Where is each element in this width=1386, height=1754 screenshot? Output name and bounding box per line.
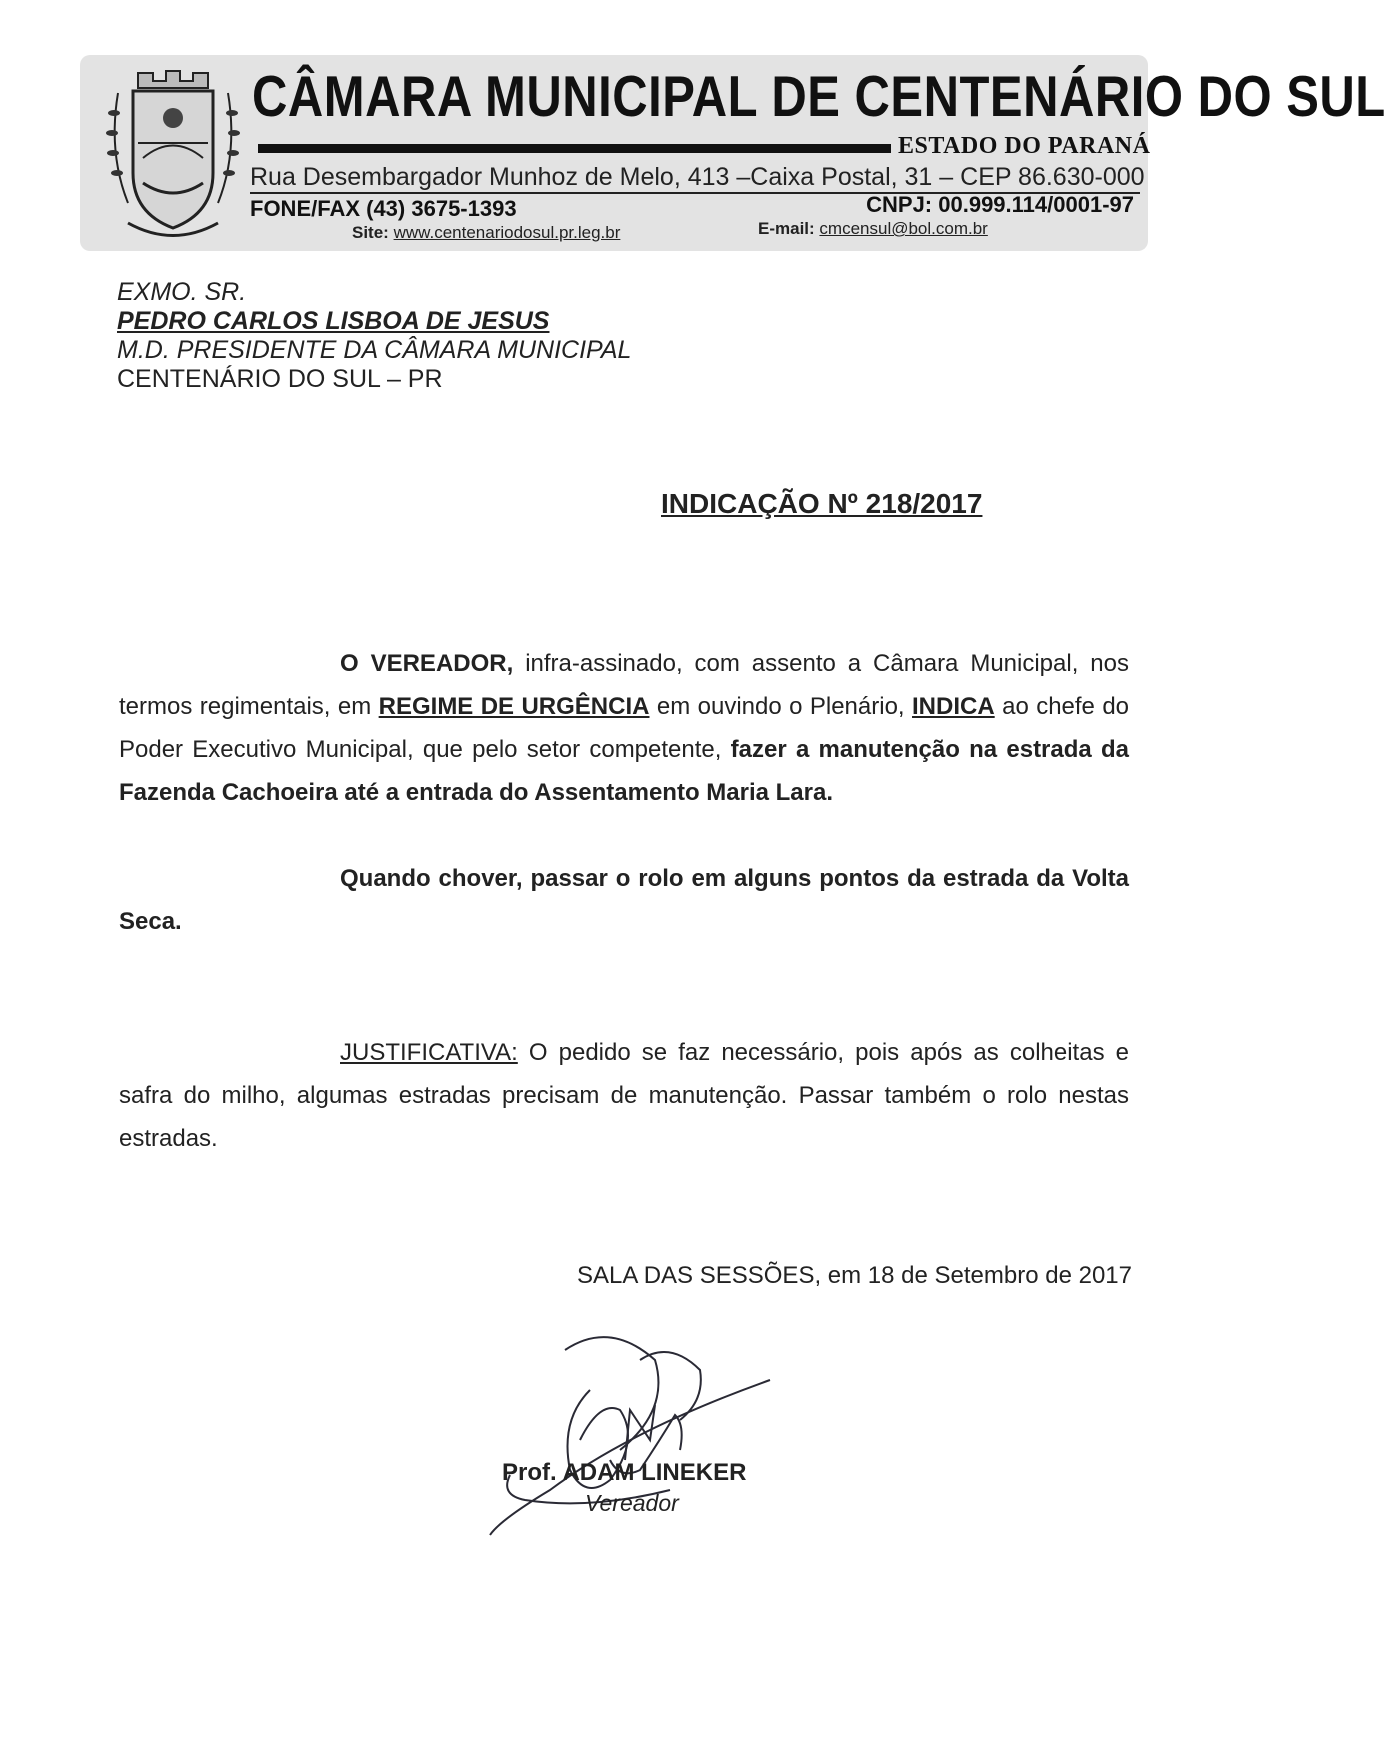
email-link[interactable]: cmcensul@bol.com.br [819,219,988,238]
postal-box: Caixa Postal, 31 – CEP 86.630-000 [750,163,1145,191]
rain-text: Quando chover, passar o rolo em alguns pontos da estrada da Volta Seca. [119,865,1129,935]
signer-role: Vereador [585,1490,679,1516]
site-line [352,223,620,243]
document-title: INDICAÇÃO Nº 218/2017 [661,488,983,519]
text-run: infra-assinado, com assento a Câmara Municipal, nos termos regimentais, em [119,650,1129,720]
recipient-block [117,278,631,394]
paragraph-indication [119,642,1129,814]
address-line [250,162,1145,194]
signer-name: Prof. ADAM LINEKER [502,1459,747,1486]
urgency-label: REGIME DE URGÊNCIA [378,693,650,720]
request-text: fazer a manutenção na estrada da Fazenda Cachoeira até a entrada do Assentamento Maria Lara. [119,736,1129,806]
cnpj: CNPJ: 00.999.114/0001-97 [866,192,1134,217]
recipient-role: M.D. PRESIDENTE DA CÂMARA MUNICIPAL [117,336,632,364]
vereador-label: O VEREADOR, [340,650,514,677]
recipient-place: CENTENÁRIO DO SUL – PR [117,365,443,393]
street-address: Rua Desembargador Munhoz de Melo, 413 – [250,163,751,191]
email-line [758,219,988,239]
justification-label: JUSTIFICATIVA: [340,1039,518,1066]
site-link[interactable]: www.centenariodosul.pr.leg.br [393,223,621,242]
salutation: EXMO. SR. [117,278,247,306]
indica-label: INDICA [912,693,995,720]
phone-fax: FONE/FAX (43) 3675-1393 [250,196,517,221]
text-run: ao chefe do Poder Executivo Municipal, que pelo setor competente, [119,693,1130,763]
handwritten-signature [470,1320,870,1580]
letterhead [80,55,1386,251]
title-rule [258,144,891,153]
place-date: SALA DAS SESSÕES, em 18 de Setembro de 2017 [577,1262,1132,1289]
municipal-crest-icon [98,63,248,248]
site-label: Site: [352,223,389,242]
justification-text: O pedido se faz necessário, pois após as colheitas e safra do milho, algumas estradas precisam de manutenção. Passar também o rolo nestas estradas. [119,1039,1129,1152]
email-label: E-mail: [758,219,815,238]
state-label: ESTADO DO PARANÁ [898,133,1151,159]
recipient-name: PEDRO CARLOS LISBOA DE JESUS [117,307,550,335]
paragraph-rain [119,857,1129,943]
chamber-title: CÂMARA MUNICIPAL DE CENTENÁRIO DO SUL [252,65,1386,129]
text-run: em ouvindo o Plenário, [649,693,913,720]
paragraph-justification [119,1031,1129,1160]
